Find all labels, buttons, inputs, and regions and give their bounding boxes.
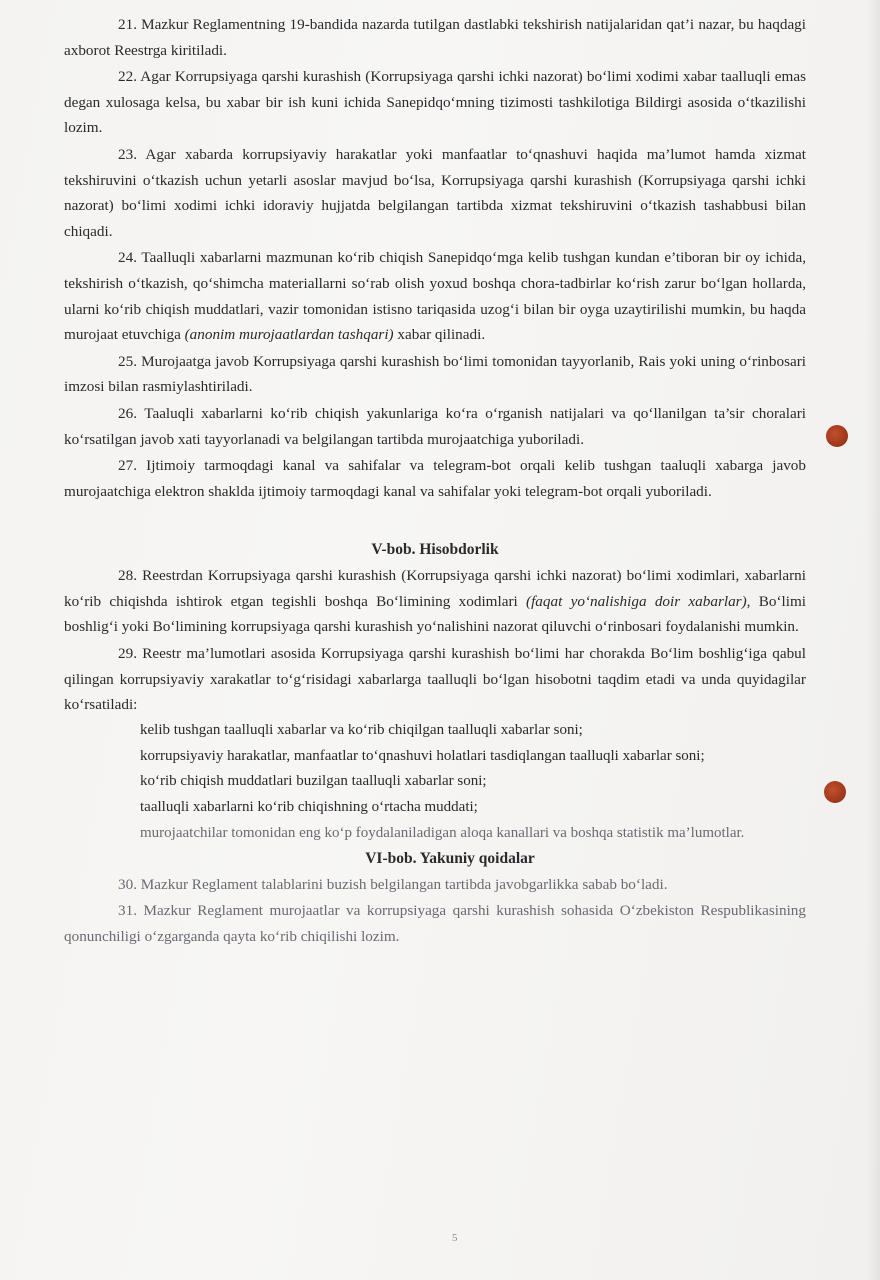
- paragraph-25: 25. Murojaatga javob Korrupsiyaga qarshi kurashish bo‘limi tomonidan tayyorlanib, Rais yoki uning o‘rinbosari imzosi bilan rasmiylashtiriladi.: [64, 352, 806, 396]
- list-item-2: korrupsiyaviy harakatlar, manfaatlar to‘qnashuvi holatlari tasdiqlangan taalluqli xabarlar soni;: [140, 747, 705, 764]
- paragraph-24-tail: xabar qilinadi.: [393, 326, 486, 344]
- page-number: 5: [452, 1232, 458, 1244]
- paragraph-28-text: 28. Reestrdan Korrupsiyaga qarshi kurashish (Korrupsiyaga qarshi ichki nazorat) bo‘limi xodimlari, xabarlarni ko‘rib chiqishda ishtirok etgan tegishli boshqa Bo‘limining xodimlari: [64, 567, 806, 610]
- list-item-3: ko‘rib chiqish muddatlari buzilgan taalluqli xabarlar soni;: [140, 773, 487, 790]
- chapter-6-title: VI-bob. Yakuniy qoidalar: [365, 849, 535, 867]
- list-item-4: taalluqli xabarlarni ko‘rib chiqishning o‘rtacha muddati;: [140, 799, 478, 816]
- paragraph-29: 29. Reestr ma’lumotlari asosida Korrupsiyaga qarshi kurashish bo‘limi har chorakda Bo‘lim boshlig‘iga qabul qilingan korrupsiyaviy xarakatlar to‘g‘risidagi xabarlarga taalluqli bo‘lgan hisobotni taqdim etadi va unda quyidagilar ko‘rsatiladi:: [64, 645, 806, 714]
- paragraph-24-text: 24. Taalluqli xabarlarni mazmunan ko‘rib chiqish Sanepidqo‘mga kelib tushgan kundan e’tiboran bir oy ichida, tekshirish o‘tkazish, qo‘shimcha materiallarni so‘rab olish yoxud boshqa chora-tadbirlar ko‘rish zarur bo‘lgan hollarda, ularni ko‘rib chiqish muddatlari, vazir tomonidan istisno tariqasida uzog‘i bilan bir oyga uzaytirilishi mumkin, bu haqda murojaat etuvchiga: [64, 249, 806, 344]
- page-edge-shadow: [866, 0, 880, 1280]
- paragraph-30: 30. Mazkur Reglament talablarini buzish belgilangan tartibda javobgarlikka sabab bo‘ladi.: [118, 875, 668, 893]
- paragraph-28-tail: , Bo‘limi boshlig‘i yoki Bo‘limining korrupsiyaga qarshi kurashish yo‘nalishini nazorat qiluvchi o‘rinbosari foydalanishi mumkin.: [64, 592, 806, 636]
- paragraph-22: 22. Agar Korrupsiyaga qarshi kurashish (Korrupsiyaga qarshi ichki nazorat) bo‘limi xodimi xabar taalluqli emas degan xulosaga kelsa, bu xabar bir ish kuni ichida Sanepidqo‘mning tizimosti tashkilotiga Bildirgi asosida o‘tkazilishi lozim.: [64, 68, 806, 137]
- paragraph-31: 31. Mazkur Reglament murojaatlar va korrupsiyaga qarshi kurashish sohasida O‘zbekiston Respublikasining qonunchiligi o‘zgarganda qayta ko‘rib chiqilishi lozim.: [64, 902, 806, 946]
- stamp-dot-icon: [824, 781, 846, 803]
- paragraph-28-italic: (faqat yo‘nalishiga doir xabarlar): [526, 592, 747, 610]
- list-item-5: murojaatchilar tomonidan eng ko‘p foydalaniladigan aloqa kanallari va boshqa statistik ma’lumotlar.: [140, 825, 745, 842]
- chapter-5-title: V-bob. Hisobdorlik: [371, 541, 499, 559]
- paragraph-23: 23. Agar xabarda korrupsiyaviy harakatlar yoki manfaatlar to‘qnashuvi haqida ma’lumot hamda xizmat tekshiruvini o‘tkazish uchun yetarli asoslar mavjud bo‘lsa, Korrupsiyaga qarshi kurashish (Korrupsiyaga qarshi ichki nazorat) bo‘limi xodimi ichki idoraviy hujjatda belgilangan tartibda xizmat tekshiruvini o‘tkazish tashabbusi bilan chiqadi.: [64, 145, 806, 240]
- stamp-dot-icon: [826, 425, 848, 447]
- paragraph-26: 26. Taaluqli xabarlarni ko‘rib chiqish yakunlariga ko‘ra o‘rganish natijalari va qo‘llanilgan ta’sir choralari ko‘rsatilgan javob xati tayyorlanadi va belgilangan tartibda murojaatchiga yuboriladi.: [64, 404, 806, 448]
- paragraph-21: 21. Mazkur Reglamentning 19-bandida nazarda tutilgan dastlabki tekshirish natijalaridan qat’i nazar, bu haqdagi axborot Reestrga kiritiladi.: [64, 16, 806, 59]
- paragraph-28: [64, 563, 806, 640]
- list-item-1: kelib tushgan taalluqli xabarlar va ko‘rib chiqilgan taalluqli xabarlar soni;: [140, 721, 583, 738]
- paragraph-24: [64, 245, 806, 347]
- paragraph-24-italic: (anonim murojaatlardan tashqari): [184, 326, 394, 344]
- paragraph-27: 27. Ijtimoiy tarmoqdagi kanal va sahifalar va telegram-bot orqali kelib tushgan taaluqli xabarga javob murojaatchiga elektron shaklda ijtimoiy tarmoqdagi kanal va sahifalar yoki telegram-bot orqali yuboriladi.: [64, 457, 806, 500]
